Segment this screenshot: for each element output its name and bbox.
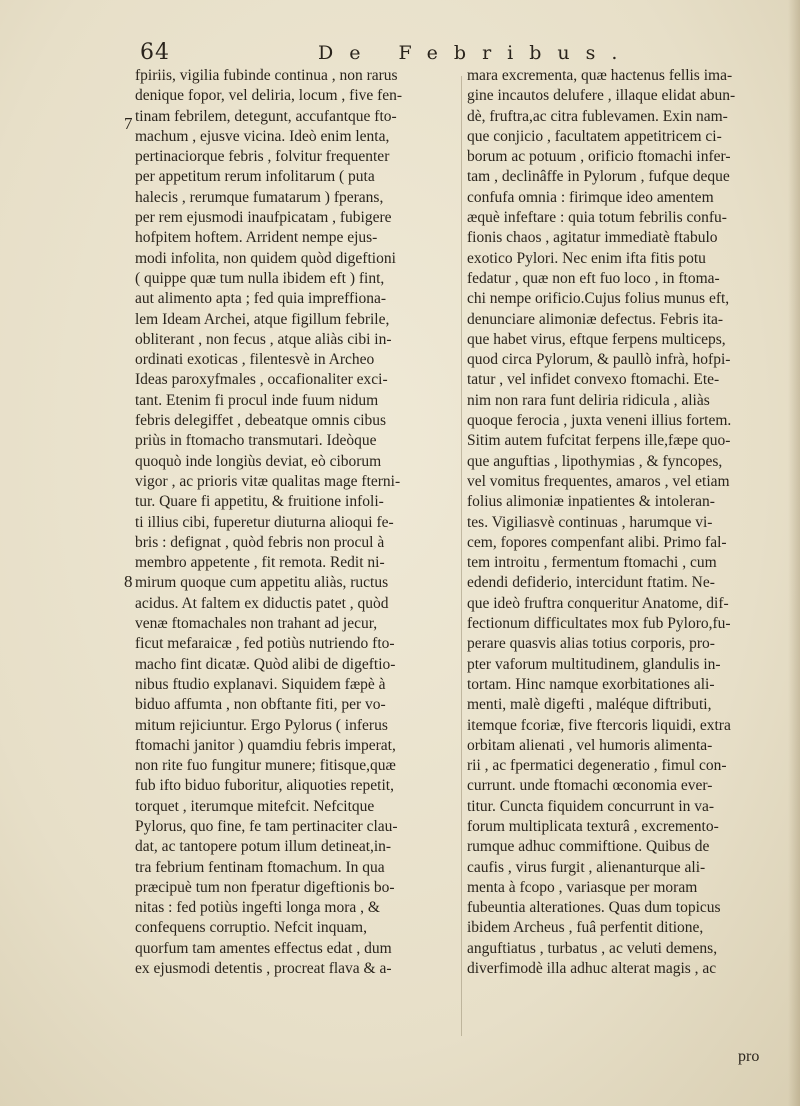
left-column-line: nitas : fed potiùs ingefti longa mora , & [135, 899, 380, 917]
right-column-line: chi nempe orificio.Cujus folius munus eft, [467, 290, 730, 308]
right-column-line: rumque adhuc commiftione. Quibus de [467, 838, 710, 856]
right-column-line: fionis chaos , agitatur immediatè ftabulo [467, 229, 718, 247]
right-column-line: titur. Cuncta fiquidem concurrunt in va- [467, 797, 715, 815]
right-column-line: menta à fcopo , variasque per moram [467, 878, 698, 896]
right-column-line: denunciare alimoniæ defectus. Febris ita- [467, 310, 724, 328]
left-column-line: non rite fuo fungitur munere; fitisque,quæ [135, 757, 396, 775]
right-column-line: Sitim autem fufcitat ferpens ille,fæpe quo- [467, 432, 731, 450]
margin-mark-8: 8 [124, 572, 133, 591]
left-column-line: biduo affumta , non obftante fiti, per vo- [135, 696, 386, 714]
left-column-line: quorfum tam amentes effectus edat , dum [135, 939, 392, 957]
left-column-line: pertinaciorque febris , folvitur frequenter [135, 148, 390, 166]
left-column-line: obliterant , non fecus , atque aliàs cibi in- [135, 330, 392, 348]
left-column-line: denique fopor, vel deliria, locum , five fen- [135, 87, 403, 105]
right-column-line: borum ac potuum , orificio ftomachi infer- [467, 148, 731, 166]
left-column-line: priùs in ftomacho transmutari. Ideòque [135, 432, 377, 450]
left-column-line: tant. Etenim fi procul inde fuum nidum [135, 391, 379, 409]
right-column-line: fedatur , quæ non eft fuo loco , in ftoma- [467, 269, 720, 287]
right-column-line: edendi defiderio, intercidunt ftatim. Ne- [467, 574, 715, 592]
right-column-line: tes. Vigiliasvè continuas , harumque vi- [467, 513, 713, 531]
right-column-line: dè, fruftra,ac citra fublevamen. Exin nam- [467, 107, 728, 125]
right-column-line: currunt. unde ftomachi œconomia ever- [467, 777, 713, 795]
right-column-line: fectionum difficultates mox fub Pyloro,fu- [467, 615, 731, 633]
left-column-line: præcipuè tum non fperatur digeftionis bo- [135, 878, 395, 896]
left-column-line: ftomachi janitor ) quamdiu febris imperat, [135, 736, 396, 754]
right-column-line: ibidem Archeus , fuâ perfentit ditione, [467, 919, 704, 937]
right-column-line: vel vomitus frequentes, amaros , vel etiam [467, 472, 730, 490]
left-column-line: membro appetente , fit remota. Redit ni- [135, 554, 385, 572]
left-column-line: tra febrium fentinam ftomachum. In qua [135, 858, 385, 876]
left-column-line: venæ ftomachales non trahant ad jecur, [135, 615, 378, 633]
right-column-line: æquè infeftare : quia totum febrilis confu- [467, 209, 727, 227]
left-column-line: quoquò inde longiùs deviat, eò ciborum [135, 452, 382, 470]
left-column-line: ti illius cibi, fuperetur diuturna alioqui fe- [135, 513, 394, 531]
left-column-line: vigor , ac prioris vitæ qualitas mage fterni- [135, 472, 401, 490]
right-column-line: diverfimodè illa adhuc alterat magis , ac [467, 960, 717, 978]
right-column-line: caufis , virus furgit , alienanturque ali- [467, 858, 706, 876]
right-column-line: orbitam alienati , vel humoris alimenta- [467, 736, 713, 754]
left-column-line: per rem ejusmodi inaufpicatam , fubigere [135, 209, 392, 227]
right-column-line: tatur , vel infidet convexo ftomachi. Ete- [467, 371, 720, 389]
page-number: 64 [140, 40, 170, 65]
left-column-line: febris delegiffet , debeatque omnis cibus [135, 412, 387, 430]
right-column-line: quoque ferocia , juxta veneni illius fortem. [467, 412, 732, 430]
right-column-line: fubeuntia alterationes. Quas dum topicus [467, 899, 721, 917]
right-column-line: tem introitu , fermentum ftomachi , cum [467, 554, 717, 572]
margin-mark-7: 7 [124, 114, 133, 133]
right-column-line: folius alimoniæ inpatientes & intoleran- [467, 493, 715, 511]
right-column-line: nim non rara funt deliria ridicula , aliàs [467, 391, 710, 409]
left-column-line: mirum quoque cum appetitu aliàs, ructus [135, 574, 389, 592]
right-column-line: itemque fcoriæ, five ftercoris liquidi, extra [467, 716, 731, 734]
catchword: pro [738, 1048, 760, 1065]
page-edge-shadow [788, 0, 800, 1106]
left-column-line: halecis , rerumque fumatarum ) fperans, [135, 188, 384, 206]
left-column-line: fpiriis, vigilia fubinde continua , non rarus [135, 67, 398, 84]
right-column-line: rii , ac fpermatici degeneratio , fimul con- [467, 757, 727, 775]
left-column-line: acidus. At faltem ex diductis patet , quòd [135, 594, 389, 612]
left-column-line: ordinati exoticas , filentesvè in Archeo [135, 351, 375, 369]
left-column-line: machum , ejusve vicina. Ideò enim lenta, [135, 127, 390, 145]
left-column-line: confequens corruptio. Nefcit inquam, [135, 919, 367, 937]
right-column-line: perare quasvis alias totius corporis, pro- [467, 635, 715, 653]
left-column-line: tinam febrilem, detegunt, accufantque fto- [135, 107, 397, 125]
left-column-line: tur. Quare fi appetitu, & fruitione infoli- [135, 493, 384, 511]
right-column-line: que ideò fruftra conqueritur Anatome, dif- [467, 594, 729, 612]
right-column-line: tortam. Hinc namque exorbitationes ali- [467, 675, 715, 693]
running-title: De Febribus. [318, 42, 634, 64]
right-column-line: menti, malè digefti , maléque diftributi, [467, 696, 712, 714]
right-column-line: confufa omnia : firimque ideo amentem [467, 188, 714, 206]
left-column-line: hofpitem hoftem. Arrident nempe ejus- [135, 229, 378, 247]
left-column-line: mitum rejiciuntur. Ergo Pylorus ( inferus [135, 716, 388, 734]
right-column-line: tam , declinâffe in Pylorum , fufque deque [467, 168, 730, 186]
left-column-line: nibus ftudio explanavi. Siquidem fæpè à [135, 675, 386, 693]
right-column-line: que anguftias , lipothymias , & fyncopes, [467, 452, 723, 470]
left-column-line: ficut mefaraicæ , fed potiùs nutriendo fto- [135, 635, 395, 653]
right-column-line: forum multiplicata texturâ , excremento- [467, 817, 719, 835]
left-column-line: Pylorus, quo fine, fe tam pertinaciter clau- [135, 817, 398, 835]
left-column-line: torquet , iterumque mitefcit. Nefcitque [135, 797, 375, 815]
left-column-line: lem Ideam Archei, atque figillum febrile, [135, 310, 390, 328]
left-column-line: ( quippe quæ tum nulla ibidem eft ) fint, [135, 269, 385, 287]
left-column-line: fub ifto biduo fuboritur, aliquoties repetit, [135, 777, 394, 795]
right-column-line: pter vaforum multitudinem, glandulis in- [467, 655, 721, 673]
left-column-line: bris : defignat , quòd febris non procul à [135, 533, 385, 551]
right-column-line: gine incautos delufere , illaque elidat abun- [467, 87, 736, 105]
right-column-line: quod circa Pylorum, & paullò infrà, hofpi- [467, 351, 731, 369]
right-column-line: que conjicio , facultatem appetitricem ci- [467, 127, 722, 145]
right-column-line: exotico Pylori. Nec enim ifta fitis potu [467, 249, 706, 267]
left-column-line: ex ejusmodi detentis , procreat flava & a- [135, 960, 392, 978]
right-column-line: que habet virus, eftque ferpens multiceps, [467, 330, 726, 348]
right-column-line: anguftiatus , turbatus , ac veluti demens, [467, 939, 718, 957]
left-column-line: macho fint dicatæ. Quòd alibi de digeftio- [135, 655, 396, 673]
left-column-line: aut alimento apta ; fed quia impreffiona- [135, 290, 387, 308]
left-column-line: per appetitum rerum infolitarum ( puta [135, 168, 375, 186]
right-column-line: cem, fopores compenfant alibi. Primo fal- [467, 533, 727, 551]
column-divider [461, 76, 462, 1036]
right-column [463, 66, 798, 979]
right-column-line: mara excrementa, quæ hactenus fellis ima- [467, 67, 733, 84]
left-column-line: dat, ac tantopere potum illum detineat,in- [135, 838, 392, 856]
left-column [135, 66, 460, 979]
left-column-line: Ideas paroxyfmales , occafionaliter exci- [135, 371, 388, 389]
left-column-line: modi infolita, non quidem quòd digeftioni [135, 249, 396, 267]
